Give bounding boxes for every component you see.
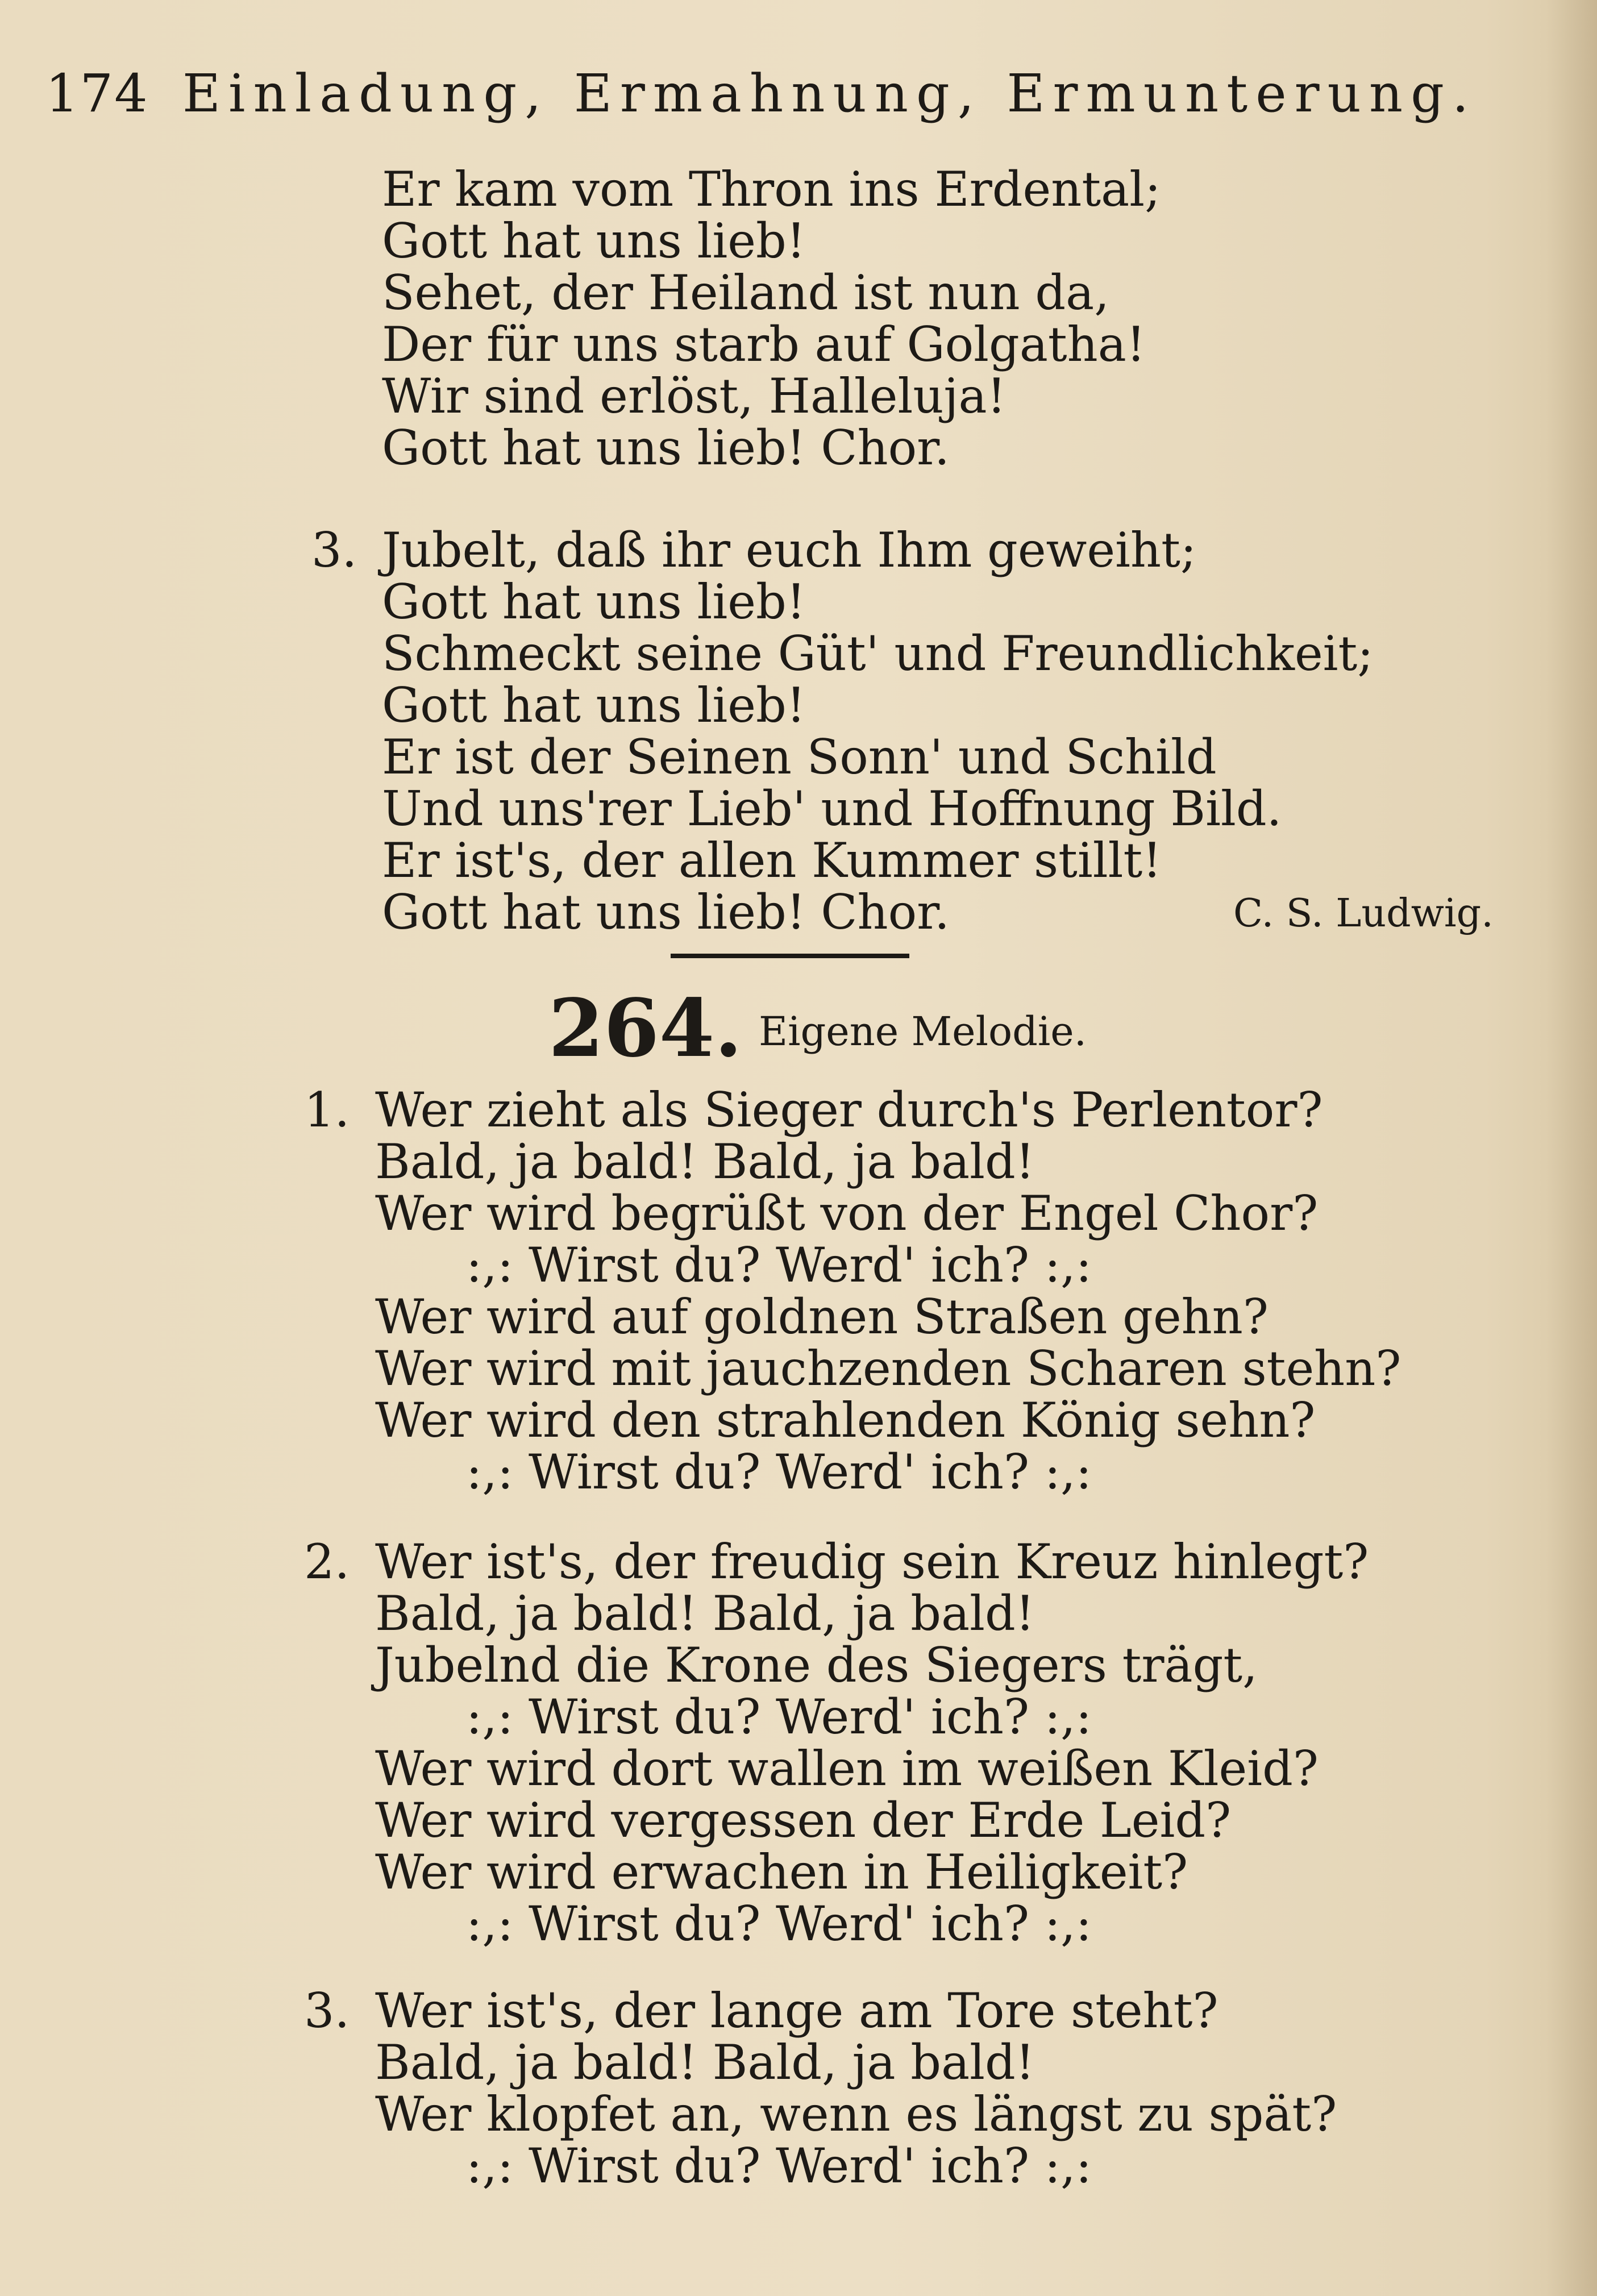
stanza-number: 3. — [304, 1983, 350, 2039]
refrain-line: :,: Wirst du? Werd' ich? :,: — [466, 2138, 1092, 2194]
hymn-divider-rule — [671, 954, 909, 958]
refrain-line: :,: Wirst du? Werd' ich? :,: — [466, 1896, 1092, 1952]
verse-line: Wir sind erlöst, Halleluja! — [382, 368, 1007, 424]
verse-line: Jubelt, daß ihr euch Ihm geweiht; — [382, 522, 1197, 578]
stanza-number: 3. — [311, 522, 357, 578]
verse-line: Er ist der Seinen Sonn' und Schild — [382, 729, 1217, 785]
verse-line: Wer wird vergessen der Erde Leid? — [375, 1792, 1232, 1848]
verse-line: Bald, ja bald! Bald, ja bald! — [375, 1134, 1035, 1189]
stanza-number: 2. — [304, 1534, 350, 1590]
page-edge-shadow — [1546, 0, 1597, 2296]
verse-line: Und uns'rer Lieb' und Hoffnung Bild. — [382, 781, 1282, 837]
verse-line: Gott hat uns lieb! Chor. — [382, 420, 950, 476]
verse-line: Gott hat uns lieb! — [382, 677, 806, 733]
melody-note: Eigene Melodie. — [759, 1008, 1087, 1055]
refrain-line: :,: Wirst du? Werd' ich? :,: — [466, 1689, 1092, 1745]
verse-line: Gott hat uns lieb! Chor. — [382, 884, 950, 940]
verse-line: Schmeckt seine Güt' und Freundlichkeit; — [382, 626, 1374, 681]
verse-line: Jubelnd die Krone des Siegers trägt, — [375, 1637, 1258, 1693]
verse-line: Wer ist's, der freudig sein Kreuz hinlegt? — [375, 1534, 1369, 1590]
verse-line: Bald, ja bald! Bald, ja bald! — [375, 2035, 1035, 2090]
verse-line: Wer klopfet an, wenn es längst zu spät? — [375, 2086, 1337, 2142]
verse-line: Wer wird auf goldnen Straßen gehn? — [375, 1289, 1269, 1345]
verse-line: Gott hat uns lieb! — [382, 574, 806, 630]
refrain-line: :,: Wirst du? Werd' ich? :,: — [466, 1444, 1092, 1500]
verse-line: Er ist's, der allen Kummer stillt! — [382, 833, 1162, 888]
verse-line: Wer wird erwachen in Heiligkeit? — [375, 1844, 1188, 1900]
verse-line: Sehet, der Heiland ist nun da, — [382, 265, 1109, 321]
section-title: Einladung, Ermahnung, Ermunterung. — [182, 63, 1477, 124]
stanza-number: 1. — [304, 1082, 350, 1138]
running-head — [45, 57, 1477, 131]
verse-line: Er kam vom Thron ins Erdental; — [382, 161, 1161, 217]
verse-line: Der für uns starb auf Golgatha! — [382, 317, 1146, 372]
verse-line: Wer wird den strahlenden König sehn? — [375, 1392, 1316, 1448]
verse-line: Wer wird begrüßt von der Engel Chor? — [375, 1186, 1319, 1241]
hymn-number: 264. — [548, 982, 742, 1075]
page-number: 174 — [45, 63, 149, 124]
verse-line: Wer wird mit jauchzenden Scharen stehn? — [375, 1341, 1401, 1396]
verse-line: Wer zieht als Sieger durch's Perlentor? — [375, 1082, 1323, 1138]
verse-line: Bald, ja bald! Bald, ja bald! — [375, 1586, 1035, 1641]
verse-line: Wer wird dort wallen im weißen Kleid? — [375, 1741, 1319, 1796]
author-attribution: C. S. Ludwig. — [1233, 891, 1494, 936]
refrain-line: :,: Wirst du? Werd' ich? :,: — [466, 1237, 1092, 1293]
verse-line: Wer ist's, der lange am Tore steht? — [375, 1983, 1218, 2039]
verse-line: Gott hat uns lieb! — [382, 213, 806, 269]
